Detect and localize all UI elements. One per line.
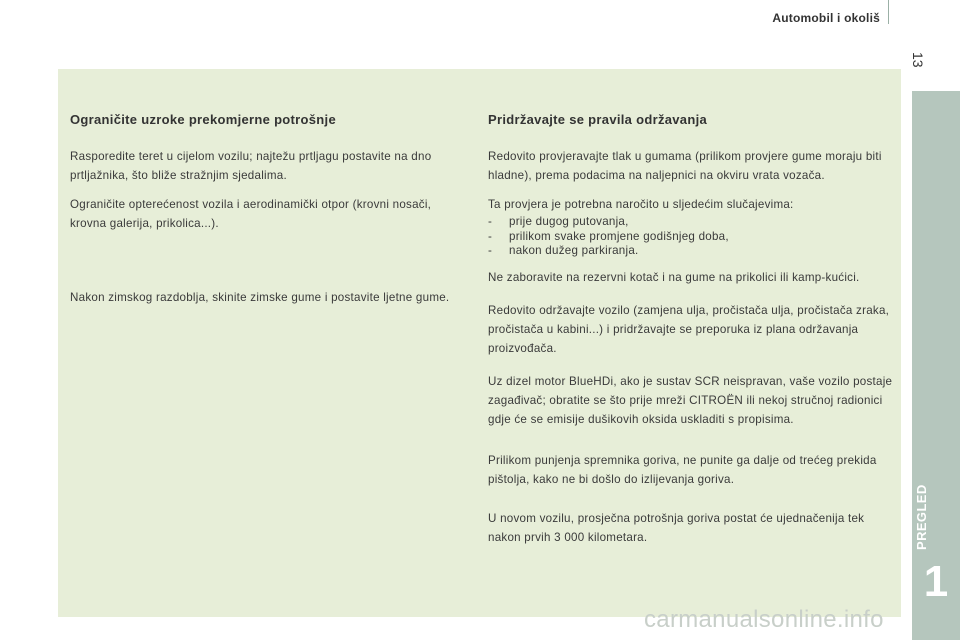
chapter-tab-label: PREGLED bbox=[914, 484, 929, 550]
right-paragraph-6: Prilikom punjenja spremnika goriva, ne punite ga dalje od trećeg prekida pištolja, kako ne bi došlo do izlijevanja goriva. bbox=[488, 453, 877, 486]
page-number: 13 bbox=[910, 52, 926, 68]
left-column bbox=[70, 112, 465, 317]
left-paragraph-1: Rasporedite teret u cijelom vozilu; najtežu prtljagu postavite na dno prtljažnika, što bliže stražnjim sjedalima. bbox=[70, 150, 432, 182]
right-column bbox=[488, 112, 893, 557]
left-paragraph-2: Ograničite opterećenost vozila i aerodinamički otpor (krovni nosači, krovna galerija, prikolica...). bbox=[70, 198, 432, 230]
right-paragraph-2: Ta provjera je potrebna naročito u sljedećim slučajevima: bbox=[488, 198, 794, 211]
check-situations-list bbox=[488, 215, 893, 259]
right-paragraph-7: U novom vozilu, prosječna potrošnja goriva postat će ujednačenija tek nakon prvih 3 000 kilometara. bbox=[488, 511, 865, 544]
right-paragraph-5: Uz dizel motor BlueHDi, ako je sustav SCR neispravan, vaše vozilo postaje zagađivač; obratite se što prije mreži CITROËN ili nekoj stručnoj radionici gdje će se emisije dušikovih oksida uskladiti s propisima. bbox=[488, 374, 893, 426]
right-paragraph-3: Ne zaboravite na rezervni kotač i na gume na prikolici ili kamp-kućici. bbox=[488, 270, 860, 284]
right-paragraph-4: Redovito održavajte vozilo (zamjena ulja, pročistača ulja, pročistača zraka, pročistača u kabini...) i pridržavajte se preporuka iz plana održavanja proizvođača. bbox=[488, 303, 890, 355]
list-item: - nakon dužeg parkiranja. bbox=[488, 244, 893, 259]
content-panel bbox=[58, 69, 901, 617]
right-heading: Pridržavajte se pravila održavanja bbox=[488, 112, 708, 127]
list-item: - prije dugog putovanja, bbox=[488, 215, 893, 230]
right-paragraph-1: Redovito provjeravajte tlak u gumama (prilikom provjere gume moraju biti hladne), prema podacima na naljepnici na okviru vrata vozača. bbox=[488, 150, 882, 182]
chapter-number: 1 bbox=[923, 557, 949, 606]
left-paragraph-3: Nakon zimskog razdoblja, skinite zimske gume i postavite ljetne gume. bbox=[70, 291, 450, 304]
watermark-text: carmanualsonline.info bbox=[644, 606, 884, 633]
header-divider bbox=[888, 0, 889, 24]
page-header-title: Automobil i okoliš bbox=[772, 11, 880, 25]
left-heading: Ograničite uzroke prekomjerne potrošnje bbox=[70, 112, 336, 127]
list-item: - prilikom svake promjene godišnjeg doba, bbox=[488, 230, 893, 245]
